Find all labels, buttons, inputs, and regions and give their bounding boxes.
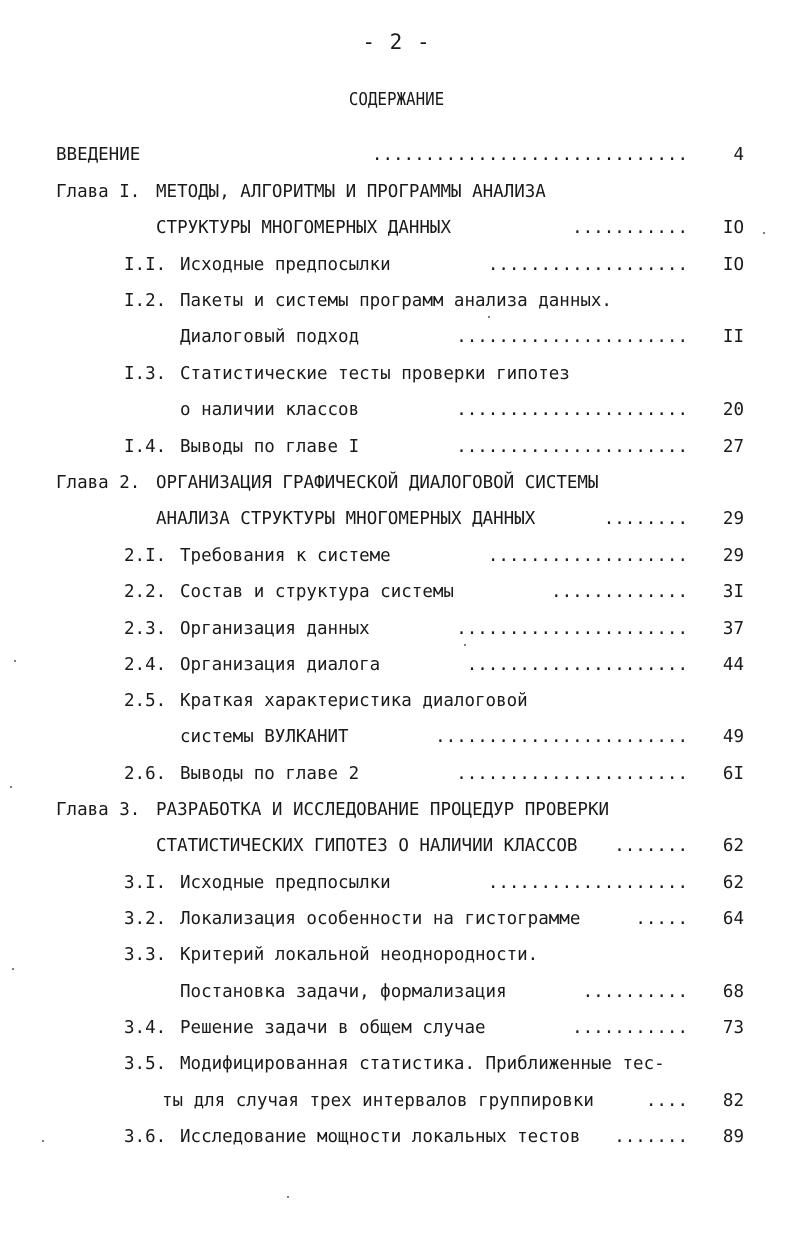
scan-speck	[10, 786, 12, 788]
toc-entry	[0, 980, 793, 1004]
toc-entry-title: Критерий локальной неоднородности.	[180, 945, 539, 965]
toc-entry-title: Исходные предпосылки	[180, 873, 391, 893]
toc-entry	[0, 1089, 793, 1113]
toc-entry-title: ты для случая трех интервалов группировки	[162, 1091, 594, 1111]
toc-entry-number: Глава I.	[56, 182, 141, 202]
toc-entry-leader: ........	[603, 509, 688, 529]
toc-entry-title: Выводы по главе 2	[180, 764, 360, 784]
toc-entry-page: II	[722, 327, 744, 347]
toc-entry-title: Требования к системе	[180, 546, 391, 566]
toc-entry-page: IO	[722, 255, 744, 275]
toc-entry-leader: ......................	[456, 764, 688, 784]
toc-entry-title: Выводы по главе I	[180, 437, 360, 457]
toc-entry-leader: ...........	[572, 1018, 688, 1038]
toc-entry-page: 62	[722, 836, 744, 856]
toc-entry-number: I.I.	[124, 255, 167, 275]
toc-entry	[0, 398, 793, 422]
toc-entry-page: IO	[722, 218, 744, 238]
toc-entry-leader: ...........	[572, 218, 688, 238]
toc-entry-leader: ....	[645, 1091, 688, 1111]
toc-entry	[0, 689, 793, 713]
toc-entry-number: 3.2.	[124, 909, 167, 929]
toc-entry-number: Глава 3.	[56, 800, 141, 820]
toc-entry-page: 4	[733, 145, 744, 165]
toc-entry-page: 20	[722, 400, 744, 420]
toc-entry-leader: ......................	[456, 327, 688, 347]
toc-entry-page: 27	[722, 437, 744, 457]
toc-entry-number: 3.4.	[124, 1018, 167, 1038]
toc-entry-leader: ...................	[487, 546, 688, 566]
toc-entry	[0, 435, 793, 459]
toc-entry-page: 29	[722, 509, 744, 529]
toc-entry	[0, 834, 793, 858]
toc-entry-leader: .......	[614, 1127, 688, 1147]
toc-entry-page: 73	[722, 1018, 744, 1038]
toc-entry-title: Организация диалога	[180, 655, 381, 675]
toc-entry	[0, 1125, 793, 1149]
toc-entry-number: 3.3.	[124, 945, 167, 965]
toc-entry	[0, 907, 793, 931]
toc-entry-title: Пакеты и системы программ анализа данных.	[180, 291, 612, 311]
toc-entry-title: АНАЛИЗА СТРУКТУРЫ МНОГОМЕРНЫХ ДАННЫХ	[156, 509, 536, 529]
toc-entry-leader: ...................	[487, 255, 688, 275]
toc-entry	[0, 325, 793, 349]
toc-entry	[0, 289, 793, 313]
toc-entry-leader: .....	[635, 909, 688, 929]
toc-entry-leader: ...................	[487, 873, 688, 893]
page-number: - 2 -	[362, 30, 431, 54]
toc-entry-title: Исследование мощности локальных тестов	[180, 1127, 581, 1147]
toc-entry	[0, 617, 793, 641]
toc-entry-page: 6I	[722, 764, 744, 784]
toc-entry-leader: ........................	[435, 727, 688, 747]
toc-entry	[0, 1016, 793, 1040]
toc-entry-title: Решение задачи в общем случае	[180, 1018, 486, 1038]
scan-speck	[42, 1140, 44, 1142]
toc-entry	[0, 580, 793, 604]
toc-entry-number: 2.5.	[124, 691, 167, 711]
toc-entry-number: 3.I.	[124, 873, 167, 893]
toc-entry-number: 2.3.	[124, 619, 167, 639]
toc-entry	[0, 253, 793, 277]
toc-entry-title: ОРГАНИЗАЦИЯ ГРАФИЧЕСКОЙ ДИАЛОГОВОЙ СИСТЕМЫ	[156, 473, 599, 493]
toc-entry-leader: ..........	[582, 982, 688, 1002]
toc-entry-number: I.2.	[124, 291, 167, 311]
toc-entry	[0, 762, 793, 786]
toc-entry-page: 64	[722, 909, 744, 929]
toc-entry-number: 2.4.	[124, 655, 167, 675]
toc-entry-number: I.4.	[124, 437, 167, 457]
toc-entry-number: 3.6.	[124, 1127, 167, 1147]
toc-entry-number: 2.I.	[124, 546, 167, 566]
toc-entry-title: СТАТИСТИЧЕСКИХ ГИПОТЕЗ О НАЛИЧИИ КЛАССОВ	[156, 836, 578, 856]
toc-entry-title: СТРУКТУРЫ МНОГОМЕРНЫХ ДАННЫХ	[156, 218, 452, 238]
toc-entry-title: МЕТОДЫ, АЛГОРИТМЫ И ПРОГРАММЫ АНАЛИЗА	[156, 182, 546, 202]
toc-entry-leader: .....................	[466, 655, 688, 675]
toc-entry-leader: .......	[614, 836, 688, 856]
toc-entry-title: Модифицированная статистика. Приближенные тес-	[180, 1054, 665, 1074]
toc-entry-page: 3I	[722, 582, 744, 602]
toc-entry	[0, 471, 793, 495]
toc-entry-title: Краткая характеристика диалоговой	[180, 691, 528, 711]
toc-entry-number: Глава 2.	[56, 473, 141, 493]
toc-entry-page: 37	[722, 619, 744, 639]
toc-entry-title: системы ВУЛКАНИТ	[180, 727, 349, 747]
toc-entry-title: Постановка задачи, формализация	[180, 982, 507, 1002]
toc-entry	[0, 725, 793, 749]
toc-entry-page: 29	[722, 546, 744, 566]
toc-entry-title: РАЗРАБОТКА И ИССЛЕДОВАНИЕ ПРОЦЕДУР ПРОВЕРКИ	[156, 800, 610, 820]
toc-entry-page: 89	[722, 1127, 744, 1147]
toc-entry	[0, 507, 793, 531]
toc-entry-leader: ......................	[456, 400, 688, 420]
toc-entry	[0, 798, 793, 822]
toc-entry	[0, 544, 793, 568]
toc-entry-title: ВВЕДЕНИЕ	[56, 145, 141, 165]
toc-entry-leader: .............	[551, 582, 688, 602]
toc-entry-title: Статистические тесты проверки гипотез	[180, 364, 570, 384]
toc-entry	[0, 362, 793, 386]
toc-entry	[0, 143, 793, 167]
toc-entry	[0, 943, 793, 967]
toc-entry-leader: ..............................	[371, 145, 688, 165]
toc-entry	[0, 180, 793, 204]
toc-entry-title: Состав и структура системы	[180, 582, 454, 602]
toc-entry-number: 2.2.	[124, 582, 167, 602]
scan-speck	[488, 316, 490, 318]
scan-speck	[12, 968, 14, 970]
toc-entry	[0, 1052, 793, 1076]
scan-speck	[763, 232, 765, 234]
toc-entry-number: 2.6.	[124, 764, 167, 784]
toc-entry-leader: ......................	[456, 437, 688, 457]
toc-entry-page: 49	[722, 727, 744, 747]
toc-entry	[0, 871, 793, 895]
toc-entry-title: Локализация особенности на гистограмме	[180, 909, 581, 929]
toc-entry-page: 62	[722, 873, 744, 893]
scan-speck	[14, 660, 16, 662]
toc-entry-number: I.3.	[124, 364, 167, 384]
scan-speck	[464, 644, 466, 646]
toc-entry-page: 44	[722, 655, 744, 675]
toc-entry	[0, 216, 793, 240]
toc-entry-page: 68	[722, 982, 744, 1002]
toc-entry-page: 82	[722, 1091, 744, 1111]
toc-entry	[0, 653, 793, 677]
toc-entry-title: Организация данных	[180, 619, 370, 639]
toc-entry-title: Диалоговый подход	[180, 327, 360, 347]
toc-entry-title: Исходные предпосылки	[180, 255, 391, 275]
toc-entry-title: о наличии классов	[180, 400, 360, 420]
toc-title: СОДЕРЖАНИЕ	[348, 89, 445, 110]
scan-speck	[287, 1196, 289, 1198]
toc-entry-leader: ......................	[456, 619, 688, 639]
toc-entry-number: 3.5.	[124, 1054, 167, 1074]
